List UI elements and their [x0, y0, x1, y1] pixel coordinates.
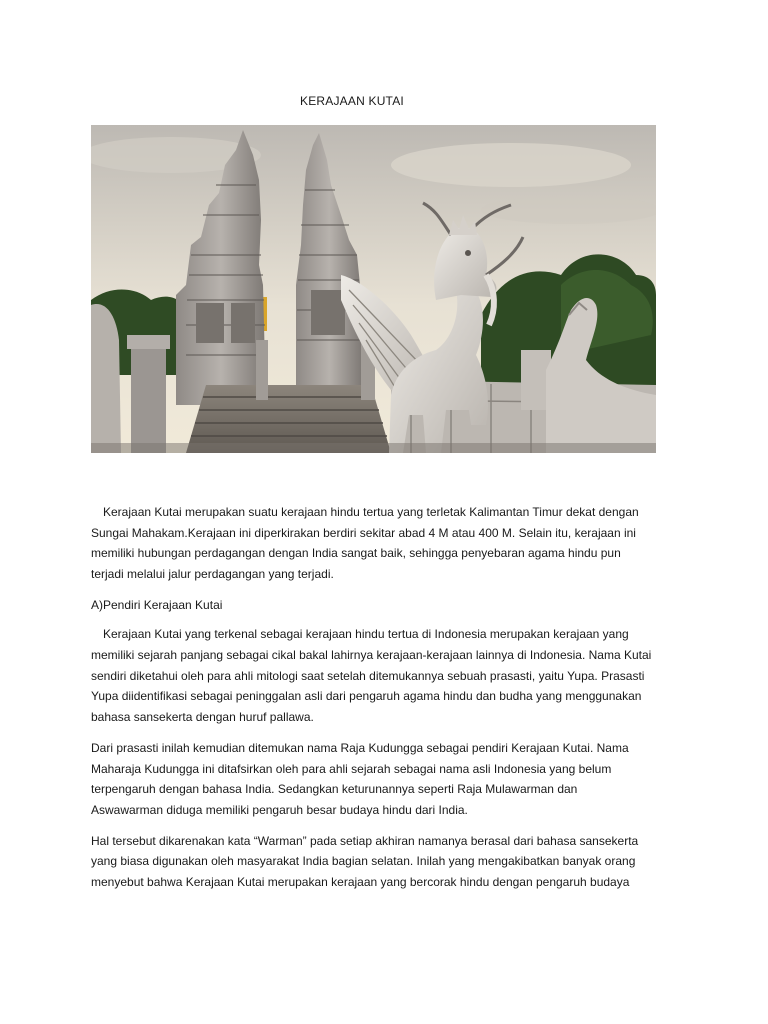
text-line: Yupa diidentifikasi sebagai peninggalan asli dari pengaruh agama hindu dan budha yang menggunakan	[91, 689, 642, 704]
text-line: Sungai Mahakam.Kerajaan ini diperkirakan berdiri sekitar abad 4 M atau 400 M. Selain itu, kerajaan ini	[91, 525, 636, 540]
section-heading-pendiri	[91, 595, 681, 616]
document-body	[91, 502, 681, 903]
text-line: A)Pendiri Kerajaan Kutai	[91, 597, 223, 612]
text-line: bahasa sansekerta dengan huruf pallawa.	[91, 709, 314, 724]
text-line: Dari prasasti inilah kemudian ditemukan nama Raja Kudungga sebagai pendiri Kerajaan Kutai. Nama	[91, 740, 629, 755]
text-line: sendiri diketahui oleh para ahli mitologi saat setelah ditemukannya sebuah prasasti, yaitu Yupa. Prasasti	[91, 668, 645, 683]
temple-photo	[91, 125, 656, 453]
text-line: terjadi melalui jalur perdagangan yang terjadi.	[91, 566, 334, 581]
paragraph-pendiri-1	[91, 624, 681, 727]
text-line: Aswawarman diduga memiliki pengaruh besar budaya hindu dari India.	[91, 802, 468, 817]
text-line: Hal tersebut dikarenakan kata “Warman” pada setiap akhiran namanya berasal dari bahasa sansekerta	[91, 833, 639, 848]
text-line: memiliki hubungan perdagangan dengan India sangat baik, sehingga penyebaran agama hindu pun	[91, 546, 621, 561]
text-line: yang biasa digunakan oleh masyarakat India bagian selatan. Inilah yang mengakibatkan banyak orang	[91, 854, 636, 869]
paragraph-pendiri-3	[91, 831, 681, 893]
text-line: menyebut bahwa Kerajaan Kutai merupakan kerajaan yang bercorak hindu dengan pengaruh budaya	[91, 875, 630, 889]
paragraph-pendiri-2	[91, 738, 681, 820]
text-line: terpengaruh dengan bahasa India. Sedangkan keturunannya seperti Raja Mulawarman dan	[91, 782, 578, 797]
text-line: Kerajaan Kutai merupakan suatu kerajaan hindu tertua yang terletak Kalimantan Timur dekat dengan	[103, 505, 639, 519]
paragraph-intro	[91, 502, 681, 584]
text-line: memiliki sejarah panjang sebagai cikal bakal lahirnya kerajaan-kerajaan lainnya di Indonesia. Nama Kutai	[91, 648, 652, 663]
text-line: Kerajaan Kutai yang terkenal sebagai kerajaan hindu tertua di Indonesia merupakan kerajaan yang	[103, 627, 629, 642]
document-title: KERAJAAN KUTAI	[300, 94, 404, 108]
temple-photo-illustration	[91, 125, 656, 453]
text-line: Maharaja Kudungga ini ditafsirkan oleh para ahli sejarah sebagai nama asli Indonesia yang belum	[91, 761, 612, 776]
